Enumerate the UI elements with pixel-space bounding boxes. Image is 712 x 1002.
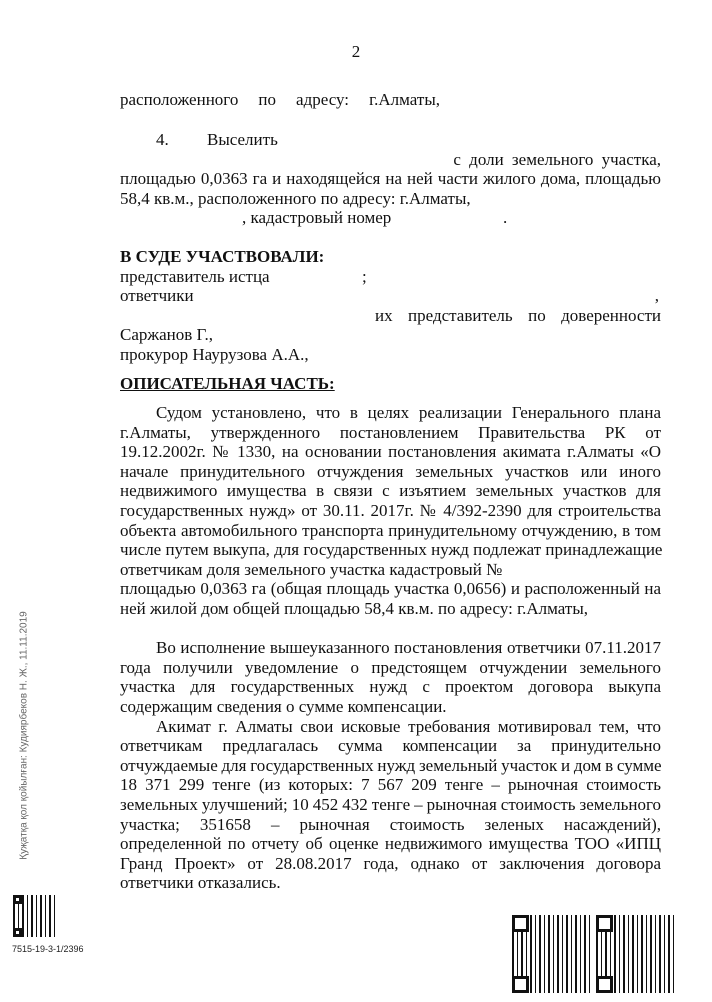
page-number: 2 [351,42,361,61]
qr-code-left [512,915,590,993]
item-4-line4: 58,4 кв.м., расположенного по адресу: г.Алматы, [120,189,471,208]
cadastral-label: , кадастровый номер [242,208,392,227]
comma: , [654,286,659,305]
prosecutor: прокурор Наурузова А.А., [120,345,309,364]
body-line: Судом установлено, что в целях реализации Генерального плана [156,403,661,422]
body-line: участка для государственных нужд с проектом договора выкупа [120,677,661,697]
item-4-line3: площадью 0,0363 га и находящейся на ней части жилого дома, площадью [120,169,661,188]
body-line: Гранд Проект» от 28.08.2017 года, однако от заключения договора [120,853,661,873]
body-line: ответчикам предлагалась сумма компенсации за принудительно [120,736,661,756]
body-line: ней жилой дом общей площадью 58,4 кв.м. по адресу: г.Алматы, [120,599,588,618]
body-line: содержащим сведения о сумме компенсации. [120,697,447,716]
body-line: площадью 0,0363 га (общая площадь участка 0,0656) и расположенный на [120,579,661,599]
rep-name: Саржанов Г., [120,325,213,344]
text: адресу: [296,90,350,109]
signature-stamp: Қуҗатқа қол қойылған: Кудиярбеков Н. Ж., 11.11.2019 [18,611,30,860]
body-line: недвижимого имущества в связи с изъятием земельных участков для [120,481,661,501]
body-line: Акимат г. Алматы свои исковые требования мотивировал тем, что [156,716,661,736]
body-line: отчуждаемые для государственных нужд земельный участок и дом в сумме [120,755,662,775]
item-4-line [120,130,661,150]
body-line: земельных улучшений; 10 452 432 тенге – рыночная стоимость земельного [120,795,661,814]
body-line: начале принудительного отчуждения земельных участков или иного [120,461,661,481]
body-line: г.Алматы, утвержденного постановлением Правительства РК от [120,422,661,442]
body-line: объекта автомобильного транспорта принудительному отчуждению, в том [120,520,661,540]
body-line: ответчики отказались. [120,873,281,893]
qr-label: 7515-19-3-1/2396 [12,944,84,954]
item-verb: Выселить [207,130,278,149]
qr-code-small [13,895,55,937]
defendants-line [120,286,661,306]
text: расположенного [120,90,239,109]
descriptive-heading: ОПИСАТЕЛЬНАЯ ЧАСТЬ: [120,374,335,393]
body-line: участка; 351658 – рыночная стоимость зеленых насаждений), [120,814,661,834]
text: г.Алматы, [369,90,440,109]
item-number: 4. [156,130,169,149]
text: по [258,90,276,109]
semicolon: ; [362,267,367,286]
period: . [503,208,508,227]
defendants-rep: их представитель по доверенности [375,306,661,325]
body-line: Во исполнение вышеуказанного постановления ответчики 07.11.2017 [156,638,661,658]
plaintiff-rep-line [120,267,661,287]
body-line: определенной по отчету об оценке недвижимого имущества ТОО «ИПЦ [120,834,661,854]
body-line: 19.12.2002г. № 1330, на основании постановления акимата г.Алматы «О [120,442,661,462]
body-line: ответчикам доля земельного участка кадастровый № [120,559,503,579]
body-line: государственных нужд» от 30.11. 2017г. № 4/392-2390 для строительства [120,501,661,520]
body-line: числе путем выкупа, для государственных нужд подлежат принадлежащие [120,540,663,560]
participants-heading: В СУДЕ УЧАСТВОВАЛИ: [120,247,325,266]
plaintiff-rep: представитель истца [120,267,270,286]
defendants: ответчики [120,286,194,305]
item-4-line2: с доли земельного участка, [453,150,661,169]
body-line: года получили уведомление о предстоящем отчуждении земельного [120,657,661,677]
item-4-line5 [120,208,661,228]
qr-code-right [596,915,674,993]
address-line [120,90,440,110]
body-line: 18 371 299 тенге (из которых: 7 567 209 тенге – рыночная стоимость [120,775,661,795]
